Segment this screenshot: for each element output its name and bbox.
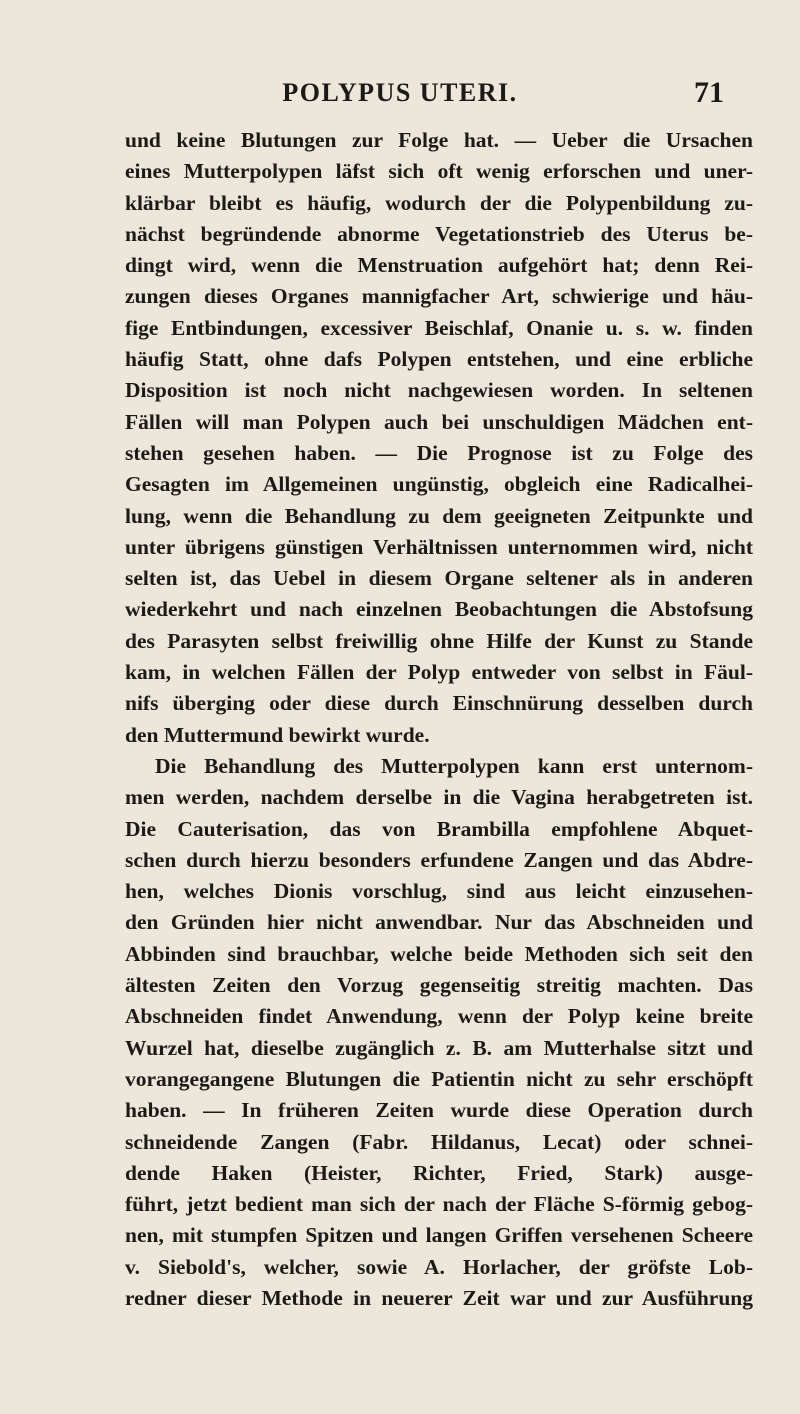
text-line: klärbar bleibt es häufig, wodurch der die Polypenbildung zu- [125,190,753,215]
text-line: Abschneiden findet Anwendung, wenn der Polyp keine breite [125,1004,753,1029]
body-text [125,125,753,1314]
text-line: selten ist, das Uebel in diesem Organe seltener als in anderen [125,566,753,591]
text-line: hen, welches Dionis vorschlug, sind aus leicht einzusehen- [125,879,753,904]
text-line: den Muttermund bewirkt wurde. [125,722,430,747]
text-line: Abbinden sind brauchbar, welche beide Methoden sich seit den [125,941,753,966]
running-title: POLYPUS UTERI. [282,78,518,107]
text-line: häufig Statt, ohne dafs Polypen entstehen, und eine erbliche [125,347,753,372]
text-line: nen, mit stumpfen Spitzen und langen Griffen versehenen Scheere [125,1223,753,1248]
text-line: eines Mutterpolypen läfst sich oft wenig erforschen und uner- [125,159,753,184]
text-line: Gesagten im Allgemeinen ungünstig, obgleich eine Radicalhei- [125,472,753,497]
text-line: und keine Blutungen zur Folge hat. — Ueber die Ursachen [125,128,753,152]
text-line: redner dieser Methode in neuerer Zeit war und zur Ausführung [125,1285,753,1310]
text-line: fige Entbindungen, excessiver Beischlaf, Onanie u. s. w. finden [125,315,753,340]
text-line: wiederkehrt und nach einzelnen Beobachtungen die Abstofsung [125,597,753,622]
text-line: Die Behandlung des Mutterpolypen kann erst unternom- [155,753,753,778]
text-line: haben. — In früheren Zeiten wurde diese Operation durch [125,1098,753,1123]
text-line: dingt wird, wenn die Menstruation aufgehört hat; denn Rei- [125,253,753,278]
text-line: dende Haken (Heister, Richter, Fried, Stark) ausge- [125,1160,753,1185]
text-line: stehen gesehen haben. — Die Prognose ist zu Folge des [125,440,753,465]
text-line: unter übrigens günstigen Verhältnissen unternommen wird, nicht [125,534,753,559]
text-line: ältesten Zeiten den Vorzug gegenseitig streitig machten. Das [125,973,753,998]
text-line: zungen dieses Organes mannigfacher Art, schwierige und häu- [125,284,753,309]
text-line: Die Cauterisation, das von Brambilla empfohlene Abquet- [125,816,753,841]
text-line: des Parasyten selbst freiwillig ohne Hilfe der Kunst zu Stande [125,628,753,653]
text-line: schen durch hierzu besonders erfundene Zangen und das Abdre- [125,847,753,872]
text-line: Wurzel hat, dieselbe zugänglich z. B. am Mutterhalse sitzt und [125,1035,753,1060]
text-line: kam, in welchen Fällen der Polyp entweder von selbst in Fäul- [125,660,753,685]
text-line: den Gründen hier nicht anwendbar. Nur das Abschneiden und [125,910,753,935]
text-line: nächst begründende abnorme Vegetationstrieb des Uterus be- [125,221,753,246]
text-line: Disposition ist noch nicht nachgewiesen worden. In seltenen [125,378,753,403]
text-line: v. Siebold's, welcher, sowie A. Horlacher, der gröfste Lob- [125,1254,753,1279]
text-line: lung, wenn die Behandlung zu dem geeigneten Zeitpunkte und [125,503,753,528]
text-line: schneidende Zangen (Fabr. Hildanus, Lecat) oder schnei- [125,1129,753,1154]
text-line: Fällen will man Polypen auch bei unschuldigen Mädchen ent- [125,409,753,434]
text-line: führt, jetzt bedient man sich der nach der Fläche S-förmig gebog- [125,1192,753,1217]
page-number: 71 [694,76,724,109]
text-line: nifs überging oder diese durch Einschnürung desselben durch [125,691,753,716]
page-header [0,78,800,118]
text-line: men werden, nachdem derselbe in die Vagina herabgetreten ist. [125,785,753,810]
text-line: vorangegangene Blutungen die Patientin nicht zu sehr erschöpft [125,1066,753,1091]
